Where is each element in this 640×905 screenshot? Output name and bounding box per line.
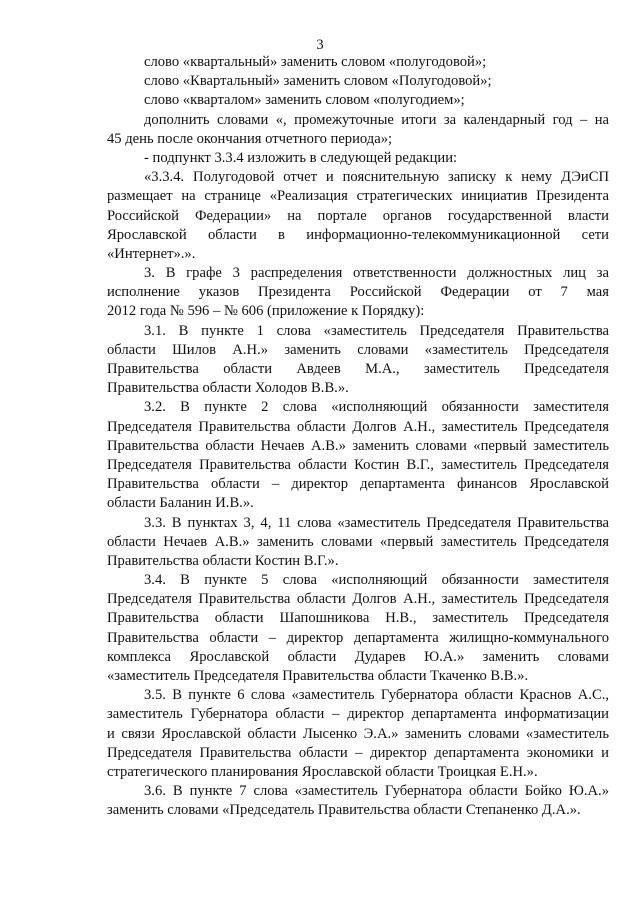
text-line: Российской Федерации» на портале органов государственной власти bbox=[107, 207, 609, 224]
text-line: Председателя Правительства области Долгов А.Н., заместитель Председателя bbox=[107, 418, 609, 435]
text-line: комплекса Ярославской области Дударев Ю.А.» заменить словами bbox=[107, 648, 609, 665]
text-line: Председателя Правительства области – директор департамента экономики и bbox=[107, 744, 609, 761]
text-line: заменить словами «Председатель Правительства области Степаненко Д.А.». bbox=[107, 802, 581, 819]
text-line: и связи Ярославской области Лысенко Э.А.» заменить словами «заместитель bbox=[107, 725, 609, 742]
text-line: 3.2. В пункте 2 слова «исполняющий обязанности заместителя bbox=[144, 399, 609, 416]
text-line: Правительства области Холодов В.В.». bbox=[107, 380, 349, 397]
text-line: 3.1. В пункте 1 слова «заместитель Председателя Правительства bbox=[144, 322, 609, 339]
text-line: Правительства области Авдеев М.А., заместитель Председателя bbox=[107, 361, 609, 377]
text-line: Председателя Правительства области Костин В.Г., заместитель Председателя bbox=[107, 456, 609, 473]
text-line: слово «Квартальный» заменить словом «Полугодовой»; bbox=[144, 73, 492, 90]
text-line: - подпункт 3.3.4 изложить в следующей редакции: bbox=[144, 149, 458, 166]
text-line: «заместитель Председателя Правительства области Ткаченко В.В.». bbox=[107, 668, 529, 684]
text-line: 3. В графе 3 распределения ответственности должностных лиц за bbox=[144, 265, 609, 282]
text-line: Ярославской области в информационно-телекоммуникационной сети bbox=[107, 226, 609, 243]
page-number: 3 bbox=[316, 37, 324, 53]
text-line: 3.6. В пункте 7 слова «заместитель Губернатора области Бойко Ю.А.» bbox=[144, 783, 609, 800]
text-line: слово «квартальный» заменить словом «полугодовой»; bbox=[144, 54, 487, 70]
text-line: области Нечаев А.В.» заменить словами «первый заместитель Председателя bbox=[107, 533, 609, 550]
text-line: Правительства области Шапошникова Н.В., заместитель Председателя bbox=[107, 610, 609, 627]
text-line: размещает на странице «Реализация стратегических инициатив Президента bbox=[107, 188, 609, 205]
text-line: Правительства области – директор департамента финансов Ярославской bbox=[107, 476, 609, 493]
text-line: дополнить словами «, промежуточные итоги за календарный год – на bbox=[144, 111, 609, 128]
text-line: 45 день после окончания отчетного периода»; bbox=[107, 130, 393, 147]
text-line: 2012 года № 596 – № 606 (приложение к Порядку): bbox=[107, 303, 425, 320]
text-line: Правительства области – директор департамента жилищно-коммунального bbox=[107, 629, 609, 646]
text-line: слово «кварталом» заменить словом «полугодием»; bbox=[144, 92, 465, 109]
text-line: «3.3.4. Полугодовой отчет и пояснительную записку к нему ДЭиСП bbox=[144, 169, 609, 186]
document-body bbox=[107, 53, 609, 821]
text-line: Правительства области Нечаев А.В.» заменить словами «первый заместитель bbox=[107, 437, 609, 454]
text-line: области Баланин И.В.». bbox=[107, 495, 254, 512]
text-line: Правительства области Костин В.Г.». bbox=[107, 552, 339, 569]
text-line: 3.3. В пунктах 3, 4, 11 слова «заместитель Председателя Правительства bbox=[144, 514, 609, 531]
text-line: заместитель Губернатора области – директор департамента информатизации bbox=[107, 706, 609, 723]
text-line: 3.5. В пункте 6 слова «заместитель Губернатора области Краснов А.С., bbox=[144, 687, 609, 704]
text-line: «Интернет».». bbox=[107, 245, 196, 262]
text-line: области Шилов А.Н.» заменить словами «заместитель Председателя bbox=[107, 341, 609, 358]
text-line: стратегического планирования Ярославской области Троицкая Е.Н.». bbox=[107, 763, 538, 780]
text-line: 3.4. В пункте 5 слова «исполняющий обязанности заместителя bbox=[144, 572, 609, 589]
text-line: Председателя Правительства области Долгов А.Н., заместитель Председателя bbox=[107, 591, 609, 608]
text-line: исполнение указов Президента Российской Федерации от 7 мая bbox=[107, 284, 609, 301]
